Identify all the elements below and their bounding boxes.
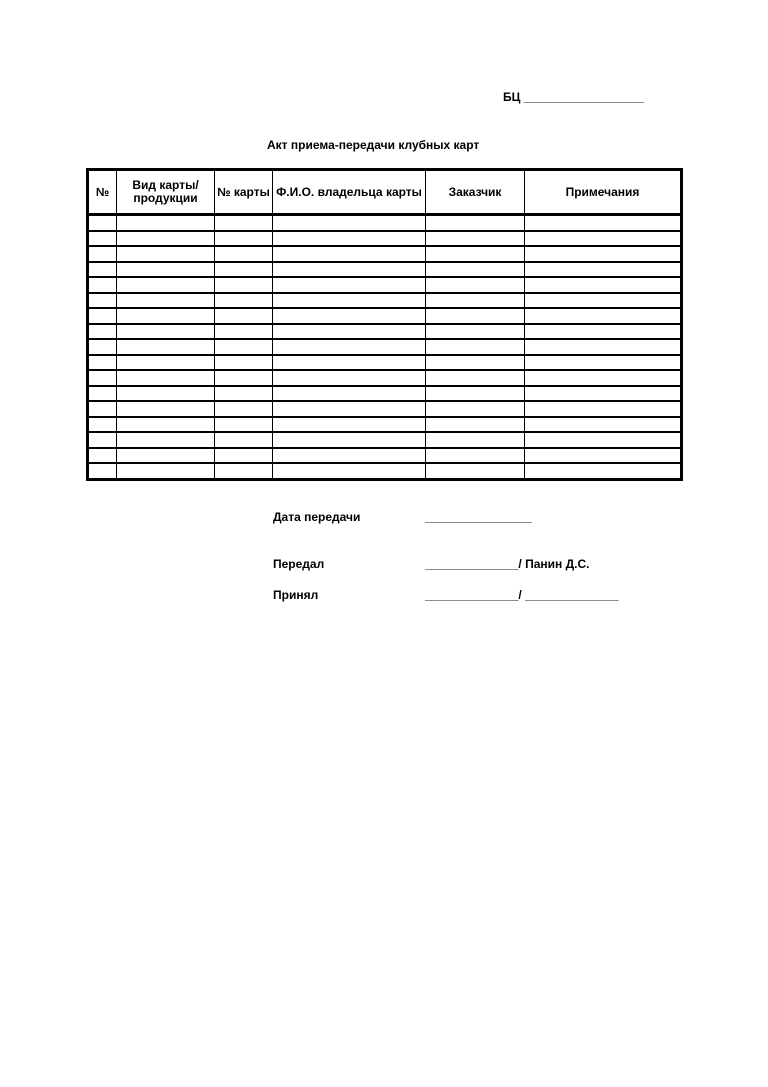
table-cell[interactable] xyxy=(88,417,117,433)
table-row xyxy=(88,417,682,433)
received-by-field[interactable]: ______________/ ______________ xyxy=(425,588,619,602)
table-cell[interactable] xyxy=(88,262,117,278)
table-row xyxy=(88,386,682,402)
table-cell[interactable] xyxy=(215,262,273,278)
table-cell[interactable] xyxy=(88,448,117,464)
table-cell[interactable] xyxy=(426,355,525,371)
column-header-card-number: № карты xyxy=(215,170,273,215)
table-cell[interactable] xyxy=(525,231,682,247)
table-cell[interactable] xyxy=(88,231,117,247)
transferred-by-label: Передал xyxy=(273,557,325,571)
table-cell[interactable] xyxy=(426,339,525,355)
table-cell[interactable] xyxy=(525,339,682,355)
table-cell[interactable] xyxy=(273,448,426,464)
column-header-number: № xyxy=(88,170,117,215)
table-cell[interactable] xyxy=(117,417,215,433)
table-body xyxy=(88,215,682,480)
transfer-date-field[interactable]: ________________ xyxy=(425,510,532,524)
table-cell[interactable] xyxy=(525,417,682,433)
table-cell[interactable] xyxy=(273,432,426,448)
table-cell[interactable] xyxy=(273,401,426,417)
table-cell[interactable] xyxy=(88,308,117,324)
table-cell[interactable] xyxy=(273,231,426,247)
table-cell[interactable] xyxy=(273,355,426,371)
table-cell[interactable] xyxy=(426,246,525,262)
table-cell[interactable] xyxy=(426,293,525,309)
cards-table xyxy=(86,168,683,481)
table-cell[interactable] xyxy=(117,246,215,262)
table-cell[interactable] xyxy=(215,401,273,417)
table-cell[interactable] xyxy=(525,293,682,309)
table-row xyxy=(88,339,682,355)
table-cell[interactable] xyxy=(525,370,682,386)
table-cell[interactable] xyxy=(215,293,273,309)
table-cell[interactable] xyxy=(117,432,215,448)
table-cell[interactable] xyxy=(215,370,273,386)
table-cell[interactable] xyxy=(88,339,117,355)
table-cell[interactable] xyxy=(525,401,682,417)
table-header-row xyxy=(88,170,682,215)
table-cell[interactable] xyxy=(215,448,273,464)
table-cell[interactable] xyxy=(215,463,273,479)
table-cell[interactable] xyxy=(88,386,117,402)
column-header-card-type: Вид карты/продукции xyxy=(117,170,215,215)
table-cell[interactable] xyxy=(117,386,215,402)
table-cell[interactable] xyxy=(525,277,682,293)
transfer-date-label: Дата передачи xyxy=(273,510,361,524)
table-cell[interactable] xyxy=(426,231,525,247)
table-row xyxy=(88,231,682,247)
table-cell[interactable] xyxy=(117,448,215,464)
table-cell[interactable] xyxy=(215,215,273,231)
table-cell[interactable] xyxy=(525,324,682,340)
table-cell[interactable] xyxy=(117,231,215,247)
table-cell[interactable] xyxy=(525,463,682,479)
table-cell[interactable] xyxy=(215,417,273,433)
table-cell[interactable] xyxy=(117,308,215,324)
table-cell[interactable] xyxy=(426,448,525,464)
table-cell[interactable] xyxy=(426,324,525,340)
table-cell[interactable] xyxy=(117,401,215,417)
table-cell[interactable] xyxy=(525,448,682,464)
table-cell[interactable] xyxy=(88,277,117,293)
table-cell[interactable] xyxy=(525,432,682,448)
table-cell[interactable] xyxy=(88,215,117,231)
table-cell[interactable] xyxy=(273,215,426,231)
table-cell[interactable] xyxy=(273,308,426,324)
table-cell[interactable] xyxy=(117,370,215,386)
table-cell[interactable] xyxy=(117,339,215,355)
table-cell[interactable] xyxy=(426,308,525,324)
table-cell[interactable] xyxy=(215,231,273,247)
table-cell[interactable] xyxy=(215,246,273,262)
document-title: Акт приема-передачи клубных карт xyxy=(267,138,480,152)
table-row xyxy=(88,401,682,417)
table-cell[interactable] xyxy=(215,386,273,402)
table-cell[interactable] xyxy=(117,262,215,278)
table-cell[interactable] xyxy=(426,463,525,479)
table-cell[interactable] xyxy=(525,308,682,324)
table-row xyxy=(88,463,682,479)
table-cell[interactable] xyxy=(88,293,117,309)
table-cell[interactable] xyxy=(88,355,117,371)
table-cell[interactable] xyxy=(273,277,426,293)
table-cell[interactable] xyxy=(215,308,273,324)
table-cell[interactable] xyxy=(426,417,525,433)
table-row xyxy=(88,262,682,278)
table-cell[interactable] xyxy=(525,246,682,262)
table-cell[interactable] xyxy=(525,386,682,402)
column-header-notes: Примечания xyxy=(525,170,682,215)
table-cell[interactable] xyxy=(426,401,525,417)
table-cell[interactable] xyxy=(215,339,273,355)
table-cell[interactable] xyxy=(273,246,426,262)
table-cell[interactable] xyxy=(215,432,273,448)
table-cell[interactable] xyxy=(215,324,273,340)
transferred-by-field[interactable]: ______________/ Панин Д.С. xyxy=(425,557,590,571)
table-cell[interactable] xyxy=(117,215,215,231)
table-cell[interactable] xyxy=(117,293,215,309)
table-row xyxy=(88,370,682,386)
table-cell[interactable] xyxy=(426,386,525,402)
table-row xyxy=(88,448,682,464)
table-row xyxy=(88,293,682,309)
table-row xyxy=(88,215,682,231)
table-row xyxy=(88,277,682,293)
table-row xyxy=(88,355,682,371)
table-cell[interactable] xyxy=(426,432,525,448)
table-cell[interactable] xyxy=(215,355,273,371)
table-cell[interactable] xyxy=(88,463,117,479)
table-row xyxy=(88,246,682,262)
table-cell[interactable] xyxy=(273,339,426,355)
table-cell[interactable] xyxy=(525,215,682,231)
table-cell[interactable] xyxy=(426,277,525,293)
table-row xyxy=(88,324,682,340)
table-cell[interactable] xyxy=(88,370,117,386)
business-center-field: БЦ __________________ xyxy=(503,90,644,104)
table-cell[interactable] xyxy=(117,277,215,293)
column-header-customer: Заказчик xyxy=(426,170,525,215)
table-cell[interactable] xyxy=(525,262,682,278)
received-by-label: Принял xyxy=(273,588,319,602)
table-cell[interactable] xyxy=(215,277,273,293)
table-cell[interactable] xyxy=(273,370,426,386)
table-cell[interactable] xyxy=(273,386,426,402)
column-header-owner-name: Ф.И.О. владельца карты xyxy=(273,170,426,215)
table-cell[interactable] xyxy=(117,355,215,371)
table-cell[interactable] xyxy=(273,417,426,433)
table-cell[interactable] xyxy=(525,355,682,371)
table-cell[interactable] xyxy=(273,324,426,340)
table-cell[interactable] xyxy=(117,324,215,340)
table-cell[interactable] xyxy=(88,246,117,262)
table-cell[interactable] xyxy=(426,370,525,386)
table-cell[interactable] xyxy=(273,293,426,309)
table-cell[interactable] xyxy=(88,401,117,417)
table-cell[interactable] xyxy=(273,262,426,278)
table-cell[interactable] xyxy=(426,215,525,231)
table-cell[interactable] xyxy=(273,463,426,479)
table-cell[interactable] xyxy=(88,432,117,448)
table-cell[interactable] xyxy=(88,324,117,340)
table-cell[interactable] xyxy=(426,262,525,278)
table-cell[interactable] xyxy=(117,463,215,479)
table-row xyxy=(88,432,682,448)
table-row xyxy=(88,308,682,324)
